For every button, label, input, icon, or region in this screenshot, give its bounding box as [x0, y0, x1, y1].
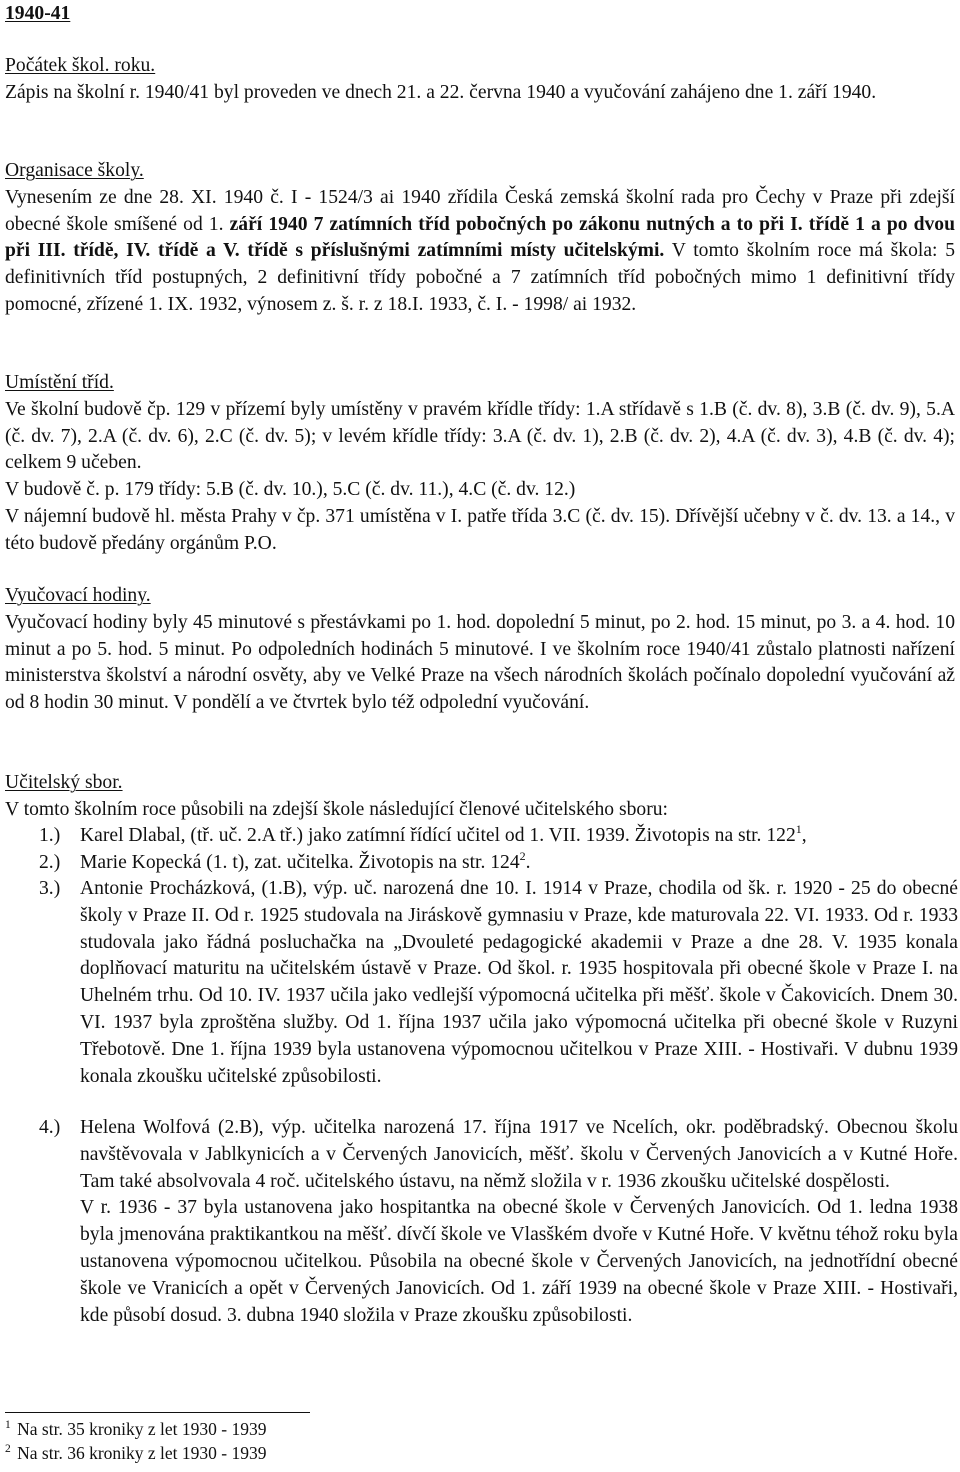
staff-intro: V tomto školním roce působili na zdejší škole následující členové učitelského sboru:: [5, 798, 668, 820]
section-heading-organisation: Organisace školy.: [5, 160, 144, 181]
section-staff: [5, 770, 955, 824]
section-start: [5, 53, 955, 107]
section-placement: [5, 370, 955, 558]
list-item-text: [80, 850, 958, 877]
section-heading-hours: Vyučovací hodiny.: [5, 585, 151, 606]
section-organisation: [5, 158, 955, 319]
list-item-number: 3.): [39, 878, 61, 899]
footnote-ref: 2: [519, 849, 526, 863]
placement-line-3: V nájemní budově hl. města Prahy v čp. 371 umístěna v I. patře třída 3.C (č. dv. 15). Dřívější učebny v č. dv. 13. a 14., v této budově předány orgánům P.O.: [5, 505, 955, 554]
footnote-separator: [5, 1412, 310, 1413]
placement-line-1: Ve školní budově čp. 129 v přízemí byly umístěny v pravém křídle třídy: 1.A střídavě s 1.B (č. dv. 8), 3.B (č. dv. 9), 5.A (č. dv. 7), 2.A (č. dv. 6), 2.C (č. dv. 5); v levém křídle třídy: 3.A (č. dv. 1), 2.B (č. dv. 2), 4.A (č. dv. 3), 4.B (č. dv. 4); celkem 9 učeben.: [5, 398, 955, 474]
section-text-organisation: [5, 185, 955, 319]
footnote: [5, 1442, 605, 1466]
organisation-text-part-1: Vynesením ze dne 28. XI. 1940 č. I - 1524/3 ai 1940 zřídila Česká zemská školní rada pro Čechy v Praze při zdejší obecné škole smíšené od 1.: [5, 186, 955, 235]
list-item-body: [80, 1115, 958, 1329]
footnote-number: 2: [5, 1442, 11, 1455]
section-heading-staff: Učitelský sbor.: [5, 772, 123, 793]
organisation-text-bold: září 1940 7 zatímních tříd pobočných po zákonu nutných a to při I. třídě 1 a po dvou při III. třídě, IV. třídě a V. třídě s příslušnými zatímními místy učitelskými.: [5, 213, 955, 262]
list-item-text: Helena Wolfová (2.B), výp. učitelka narozená 17. října 1917 ve Ncelích, okr. poděbradský. Obecnou školu navštěvovala v Jablkynicích a v Červených Janovicích, měšť. školu v Červených Janovicích a v Kutné Hoře. Tam také absolvovala 4 roč. učitelského ústavu, na němž složila v r. 1936 zkoušku učitelské dospělosti.: [80, 1117, 958, 1192]
list-item-text-continued: V r. 1936 - 37 byla ustanovena jako hospitantka na obecné škole v Červených Janovicích. Od 1. ledna 1938 byla jmenována praktikantkou na měšť. dívčí škole ve Vlasškém dvoře v Kutné Hoře. V květnu téhož roku byla ustanovena výpomocnou učitelkou. Působila na obecné škole v Červených Janovicích, na jednotřídní obecné škole ve Vranicích a opět v Červených Janovicích. Od 1. září 1939 na obecné škole v Praze XIII. - Hostivaři, kde působí dosud. 3. dubna 1940 složila v Praze zkoušku způsobilosti.: [80, 1197, 958, 1326]
section-hours: [5, 583, 955, 717]
footnote-text: Na str. 36 kroniky z let 1930 - 1939: [17, 1442, 267, 1463]
footnotes: [5, 1418, 605, 1465]
placement-line-2: V budově č. p. 179 třídy: 5.B (č. dv. 10.), 5.C (č. dv. 11.), 4.C (č. dv. 12.): [5, 479, 576, 501]
list-item-text-main: Karel Dlabal, (tř. uč. 2.A tř.) jako zatímní řídící učitel od 1. VII. 1939. Životopis na str. 122: [80, 825, 796, 846]
footnote-ref: 1: [795, 822, 802, 836]
page-title: 1940-41: [5, 3, 71, 24]
section-heading-placement: Umístění tříd.: [5, 372, 114, 393]
footnote-number: 1: [5, 1419, 11, 1431]
list-item-text-tail: .: [525, 852, 531, 873]
list-item-number: 4.): [39, 1117, 61, 1138]
section-heading-start: Počátek škol. roku.: [5, 55, 156, 76]
list-item-text-main: Marie Kopecká (1. t), zat. učitelka. Životopis na str. 124: [80, 852, 520, 873]
list-item-text: [80, 823, 958, 850]
list-item-text-tail: ,: [801, 825, 807, 846]
section-text-start: Zápis na školní r. 1940/41 byl proveden ve dnech 21. a 22. června 1940 a vyučování zahájeno dne 1. září 1940.: [5, 81, 877, 103]
section-text-hours: Vyučovací hodiny byly 45 minutové s přestávkami po 1. hod. dopolední 5 minut, po 2. hod. 15 minut, po 3. a 4. hod. 10 minut a po 5. hod. 5 minut. Po odpoledních hodinách 5 minutové. I ve školním roce 1940/41 zůstalo platnosti nařízení ministerstva školství a národní osvěty, aby ve Velké Praze na všech národních školách počínalo dopolední vyučování až od 8 hodin 30 minut. V pondělí a ve čtvrtek bylo též odpolední vyučování.: [5, 611, 955, 714]
organisation-text-part-2: V tomto školním roce má škola: 5 definitivních tříd postupných, 2 definitivní třídy pobočné a 7 zatímních tříd pobočných mimo 1 definitivní třídy pomocné, zřízené 1. IX. 1932, výnosem z. š. r. z 18.I. 1933, č. I. - 1998/ ai 1932.: [5, 240, 955, 315]
list-item-text: Antonie Procházková, (1.B), výp. uč. narozená dne 10. I. 1914 v Praze, chodila od šk. r. 1920 - 25 do obecné školy v Praze II. Od r. 1925 studovala na Jiráskově gymnasiu v Praze, kde maturovala 22. VI. 1933. Od r. 1933 studovala jako řádná posluchačka na „Dvouleté pedagogické akademii v Praze a dne 28. V. 1935 konala doplňovací maturitu na učitelském ústavě v Praze. Od škol. r. 1935 hospitovala při obecné škole v Praze I. na Uhelném trhu. Od 10. IV. 1937 učila jako vedlejší výpomocná učitelka při měšť. škole v Čakovicích. Dnem 30. VI. 1937 byla zproštěna služby. Od 1. října 1937 učila jako výpomocná učitelka při obecné škole v Ruzyni Třebotově. Dne 1. října 1939 byla ustanovena výpomocnou učitelkou v Praze XIII. - Hostivaři. V dubnu 1939 konala zkoušku učitelské způsobilosti.: [80, 878, 958, 1087]
footnote: [5, 1418, 605, 1442]
footnote-text: Na str. 35 kroniky z let 1930 - 1939: [17, 1419, 267, 1439]
list-item-number: 1.): [39, 825, 61, 846]
list-item-number: 2.): [39, 852, 61, 873]
